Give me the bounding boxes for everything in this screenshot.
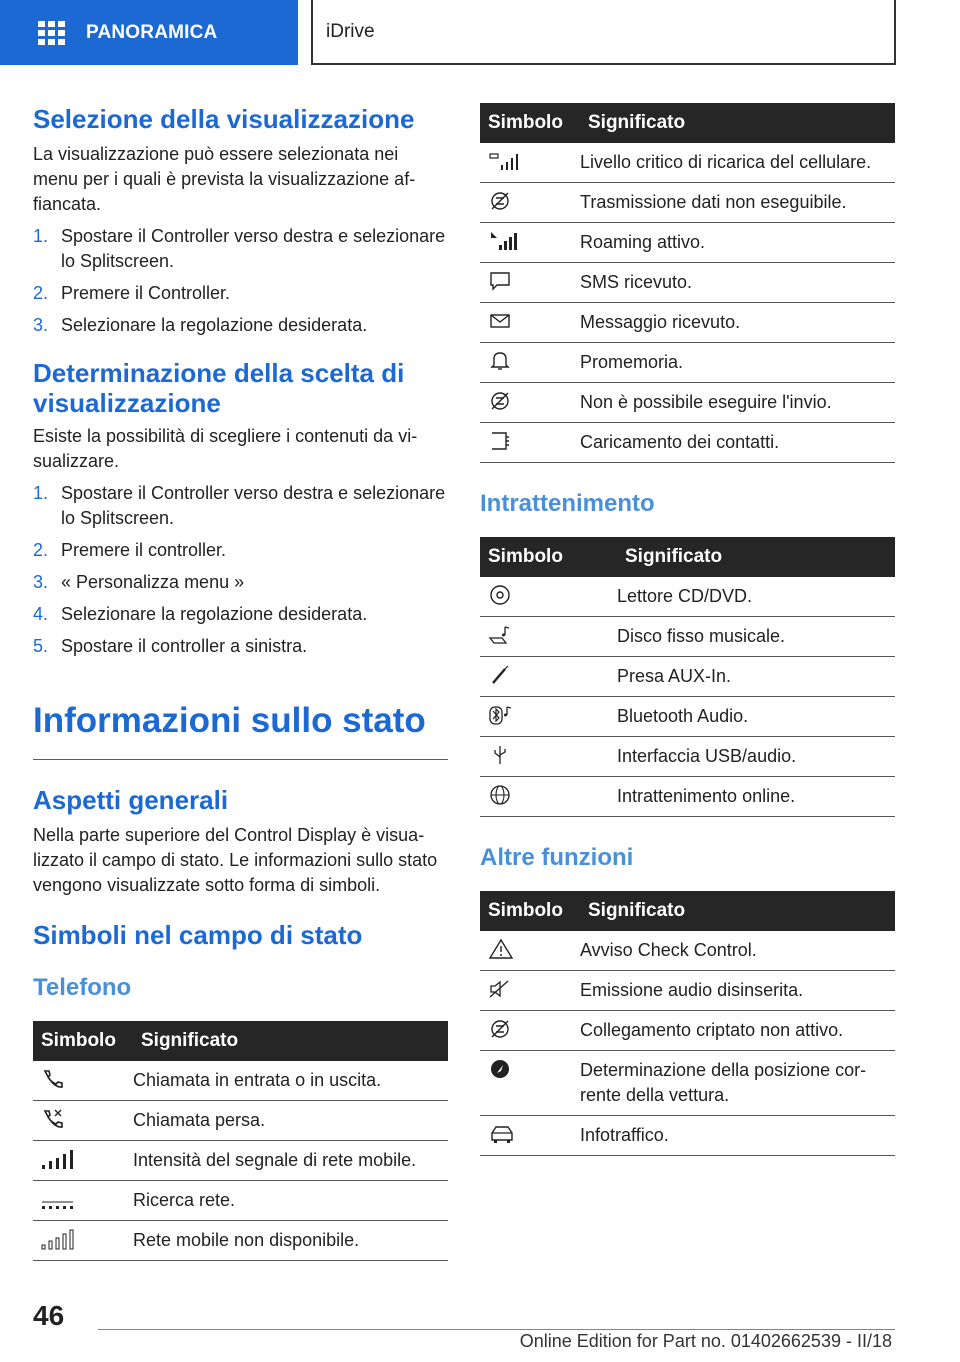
list-item: 3. Selezionare la regolazione desiderata. <box>33 315 368 335</box>
no-network-icon <box>41 1228 75 1250</box>
col-header-meaning: Significato <box>133 1021 448 1061</box>
audio-mute-icon <box>488 978 512 1000</box>
col-header-meaning: Significato <box>580 103 895 143</box>
table-row: Rete mobile non disponibile. <box>33 1221 448 1261</box>
col-header-meaning: Significato <box>617 537 895 577</box>
heading-status-info: Informazioni sullo stato <box>33 701 426 740</box>
table-row: Ricerca rete. <box>33 1181 448 1221</box>
warning-triangle-icon <box>488 938 514 960</box>
send-failed-icon <box>488 390 512 412</box>
section-divider <box>33 759 448 760</box>
table-row: Intensità del segnale di rete mobile. <box>33 1141 448 1181</box>
chapter-title: iDrive <box>326 20 375 42</box>
list-item: 4. Selezionare la regolazione desiderata. <box>33 604 368 624</box>
unencrypted-icon <box>488 1018 512 1040</box>
table-row: Avviso Check Control. <box>480 931 895 971</box>
table-row: Chiamata in entrata o in uscita. <box>33 1061 448 1101</box>
cd-dvd-icon <box>488 584 512 606</box>
left-column <box>33 100 448 1261</box>
table-row: Chiamata persa. <box>33 1101 448 1141</box>
missed-call-icon <box>41 1108 65 1130</box>
para-selection: La visualizzazione può essere selezionata nei menu per i quali è prevista la visualizzazione affiancata. <box>33 144 416 214</box>
network-search-icon <box>41 1188 75 1210</box>
para-general: Nella parte superiore del Control Display è visualizzato il campo di stato. Le informazioni sullo stato vengono visualizzate sotto forma di simboli. <box>33 825 438 895</box>
heading-other-functions: Altre funzioni <box>480 844 634 871</box>
table-row: Trasmissione dati non eseguibile. <box>480 183 895 223</box>
contacts-loading-icon <box>488 430 512 452</box>
table-row: Livello critico di ricarica del cellulare. <box>480 143 895 183</box>
table-row: Bluetooth Audio. <box>480 697 895 737</box>
table-row: Roaming attivo. <box>480 223 895 263</box>
heading-symbols: Simboli nel campo di stato <box>33 920 363 950</box>
list-item: 3. « Personalizza menu » <box>33 572 245 592</box>
table-row: Determinazione della posizione corrente della vettura. <box>480 1051 895 1116</box>
traffic-info-icon <box>488 1123 516 1145</box>
heading-phone: Telefono <box>33 974 132 1001</box>
usb-icon <box>488 744 512 766</box>
table-row: Lettore CD/DVD. <box>480 577 895 617</box>
aux-in-icon <box>488 664 512 686</box>
phone-symbols-table-cont <box>480 103 895 463</box>
section-tab[interactable] <box>0 0 298 65</box>
hard-disk-music-icon <box>488 624 512 646</box>
phone-symbols-table <box>33 1021 448 1261</box>
table-row: Non è possibile eseguire l'invio. <box>480 383 895 423</box>
col-header-meaning: Significato <box>580 891 895 931</box>
table-row: Promemoria. <box>480 343 895 383</box>
list-item: 1. Spostare il Controller verso destra e selezionare lo Splitscreen. <box>33 483 446 528</box>
table-row: Presa AUX-In. <box>480 657 895 697</box>
entertainment-symbols-table <box>480 537 895 817</box>
section-title: PANORAMICA <box>86 21 218 43</box>
battery-critical-icon <box>488 150 518 172</box>
position-icon <box>488 1058 512 1080</box>
table-row: Intrattenimento online. <box>480 777 895 817</box>
chapter-tab[interactable] <box>311 0 896 65</box>
table-row: Messaggio ricevuto. <box>480 303 895 343</box>
list-item: 2. Premere il Controller. <box>33 283 231 303</box>
online-entertainment-icon <box>488 784 514 806</box>
footer-divider <box>98 1329 895 1330</box>
col-header-symbol: Simbolo <box>480 103 580 143</box>
table-row: Emissione audio disinserita. <box>480 971 895 1011</box>
grid-menu-icon <box>38 21 66 45</box>
roaming-icon <box>488 230 518 252</box>
heading-selection: Selezione della visualizzazione <box>33 104 415 134</box>
steps-determination <box>33 481 448 659</box>
col-header-symbol: Simbolo <box>480 537 617 577</box>
col-header-symbol: Simbolo <box>480 891 580 931</box>
footer-edition: Online Edition for Part no. 01402662539 - II/18 <box>519 1331 892 1351</box>
phone-call-icon <box>41 1068 65 1090</box>
right-column <box>480 103 895 1156</box>
table-row: Disco fisso musicale. <box>480 617 895 657</box>
page-number: 46 <box>33 1300 65 1331</box>
table-row: Collegamento criptato non attivo. <box>480 1011 895 1051</box>
message-icon <box>488 310 512 332</box>
col-header-symbol: Simbolo <box>33 1021 133 1061</box>
other-symbols-table <box>480 891 895 1156</box>
list-item: 1. Spostare il Controller verso destra e selezionare lo Splitscreen. <box>33 226 446 271</box>
para-determination: Esiste la possibilità di scegliere i contenuti da visualizzare. <box>33 426 418 471</box>
bluetooth-audio-icon <box>488 704 514 726</box>
signal-bars-icon <box>41 1148 75 1170</box>
reminder-bell-icon <box>488 350 512 372</box>
list-item: 5. Spostare il controller a sinistra. <box>33 636 308 656</box>
heading-general: Aspetti generali <box>33 785 229 815</box>
heading-determination: Determinazione della scelta di visualizzazione <box>33 358 405 418</box>
table-row: Caricamento dei contatti. <box>480 423 895 463</box>
table-row: Infotraffico. <box>480 1116 895 1156</box>
heading-entertainment: Intrattenimento <box>480 490 655 517</box>
steps-selection <box>33 224 448 338</box>
no-data-icon <box>488 190 512 212</box>
table-row: Interfaccia USB/audio. <box>480 737 895 777</box>
sms-icon <box>488 270 512 292</box>
list-item: 2. Premere il controller. <box>33 540 227 560</box>
table-row: SMS ricevuto. <box>480 263 895 303</box>
